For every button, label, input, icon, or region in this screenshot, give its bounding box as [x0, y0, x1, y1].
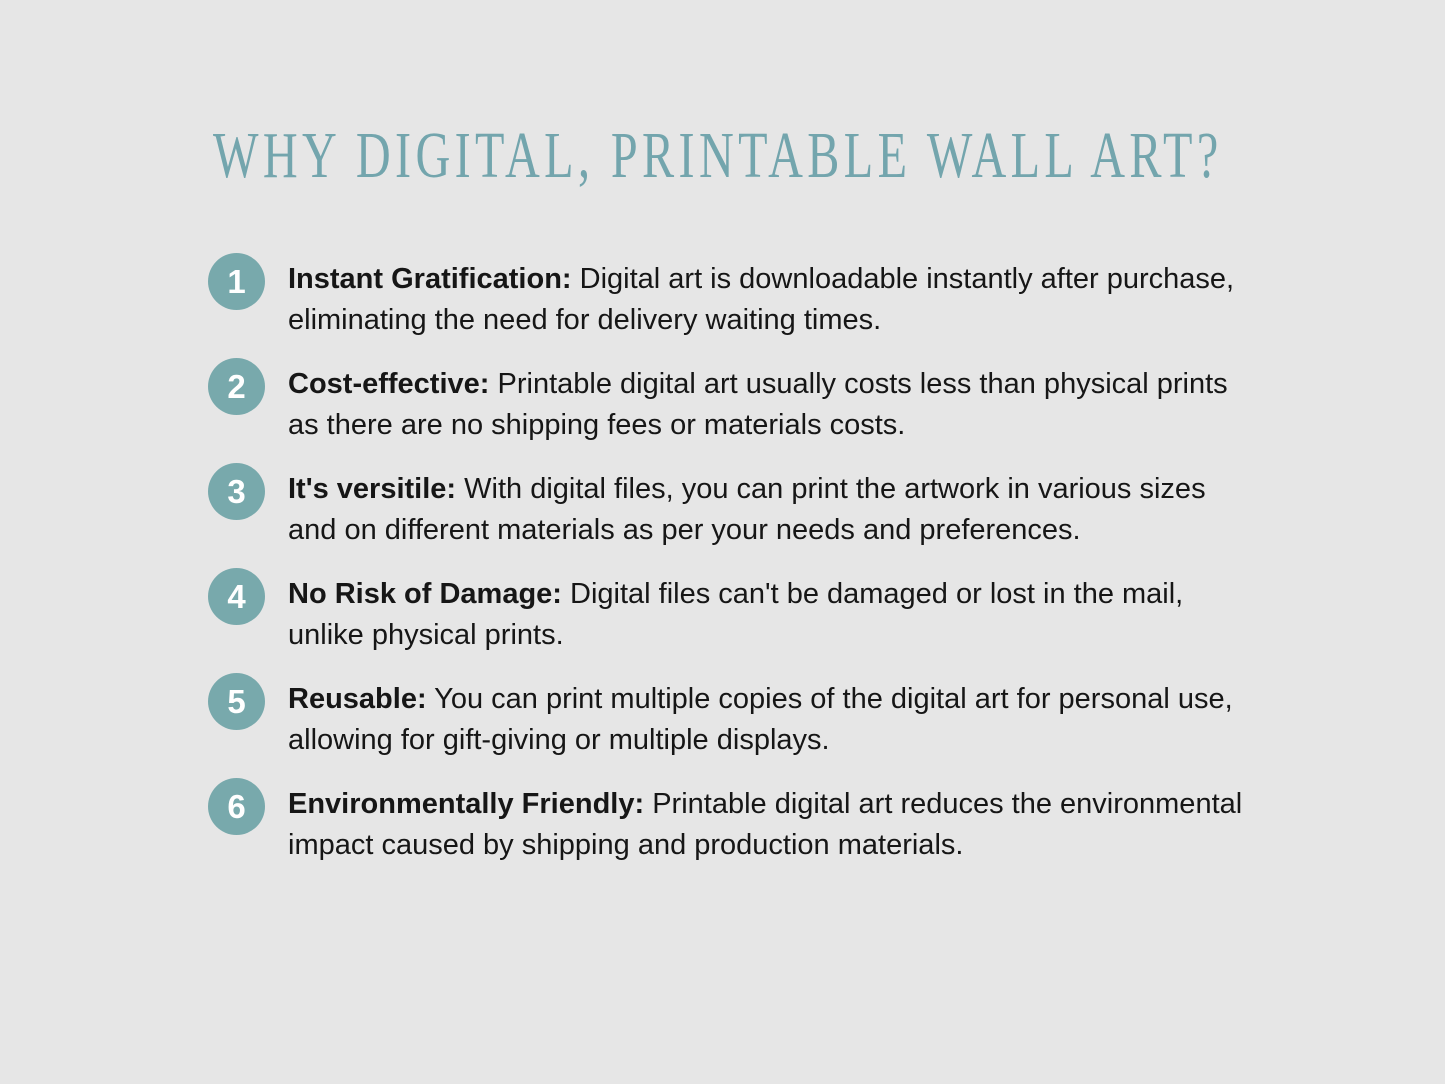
- benefit-lead: Reusable:: [288, 683, 427, 715]
- benefit-text: [288, 364, 1248, 446]
- benefit-lead: Cost-effective:: [288, 368, 490, 400]
- benefit-text: [288, 784, 1248, 866]
- list-item: [208, 568, 1248, 656]
- benefit-body: You can print multiple copies of the digital art for personal use, allowing for gift-giving or multiple displays.: [288, 683, 1233, 756]
- benefit-text: [288, 574, 1248, 656]
- benefits-list: [208, 253, 1248, 883]
- list-item: [208, 253, 1248, 341]
- benefit-text: [288, 679, 1248, 761]
- number-badge: 5: [208, 673, 265, 730]
- benefit-body: Digital art is downloadable instantly after purchase, eliminating the need for delivery waiting times.: [288, 263, 1235, 336]
- list-item: [208, 358, 1248, 446]
- number-badge: 1: [208, 253, 265, 310]
- benefit-text: [288, 469, 1248, 551]
- benefit-body: Digital files can't be damaged or lost in the mail, unlike physical prints.: [288, 578, 1184, 651]
- list-item: [208, 778, 1248, 866]
- list-item: [208, 463, 1248, 551]
- benefit-text: [288, 259, 1248, 341]
- benefit-body: Printable digital art usually costs less than physical prints as there are no shipping fees or materials costs.: [288, 368, 1228, 441]
- benefit-lead: No Risk of Damage:: [288, 578, 562, 610]
- benefit-lead: Instant Gratification:: [288, 263, 572, 295]
- number-badge: 6: [208, 778, 265, 835]
- page-title: WHY DIGITAL, PRINTABLE WALL ART?: [213, 119, 1223, 192]
- benefit-body: Printable digital art reduces the environmental impact caused by shipping and production materials.: [288, 788, 1243, 861]
- benefit-lead: Environmentally Friendly:: [288, 788, 645, 820]
- list-item: [208, 673, 1248, 761]
- number-badge: 3: [208, 463, 265, 520]
- number-badge: 2: [208, 358, 265, 415]
- number-badge: 4: [208, 568, 265, 625]
- benefit-lead: It's versitile:: [288, 473, 457, 505]
- benefit-body: With digital files, you can print the artwork in various sizes and on different materials as per your needs and preferences.: [288, 473, 1206, 546]
